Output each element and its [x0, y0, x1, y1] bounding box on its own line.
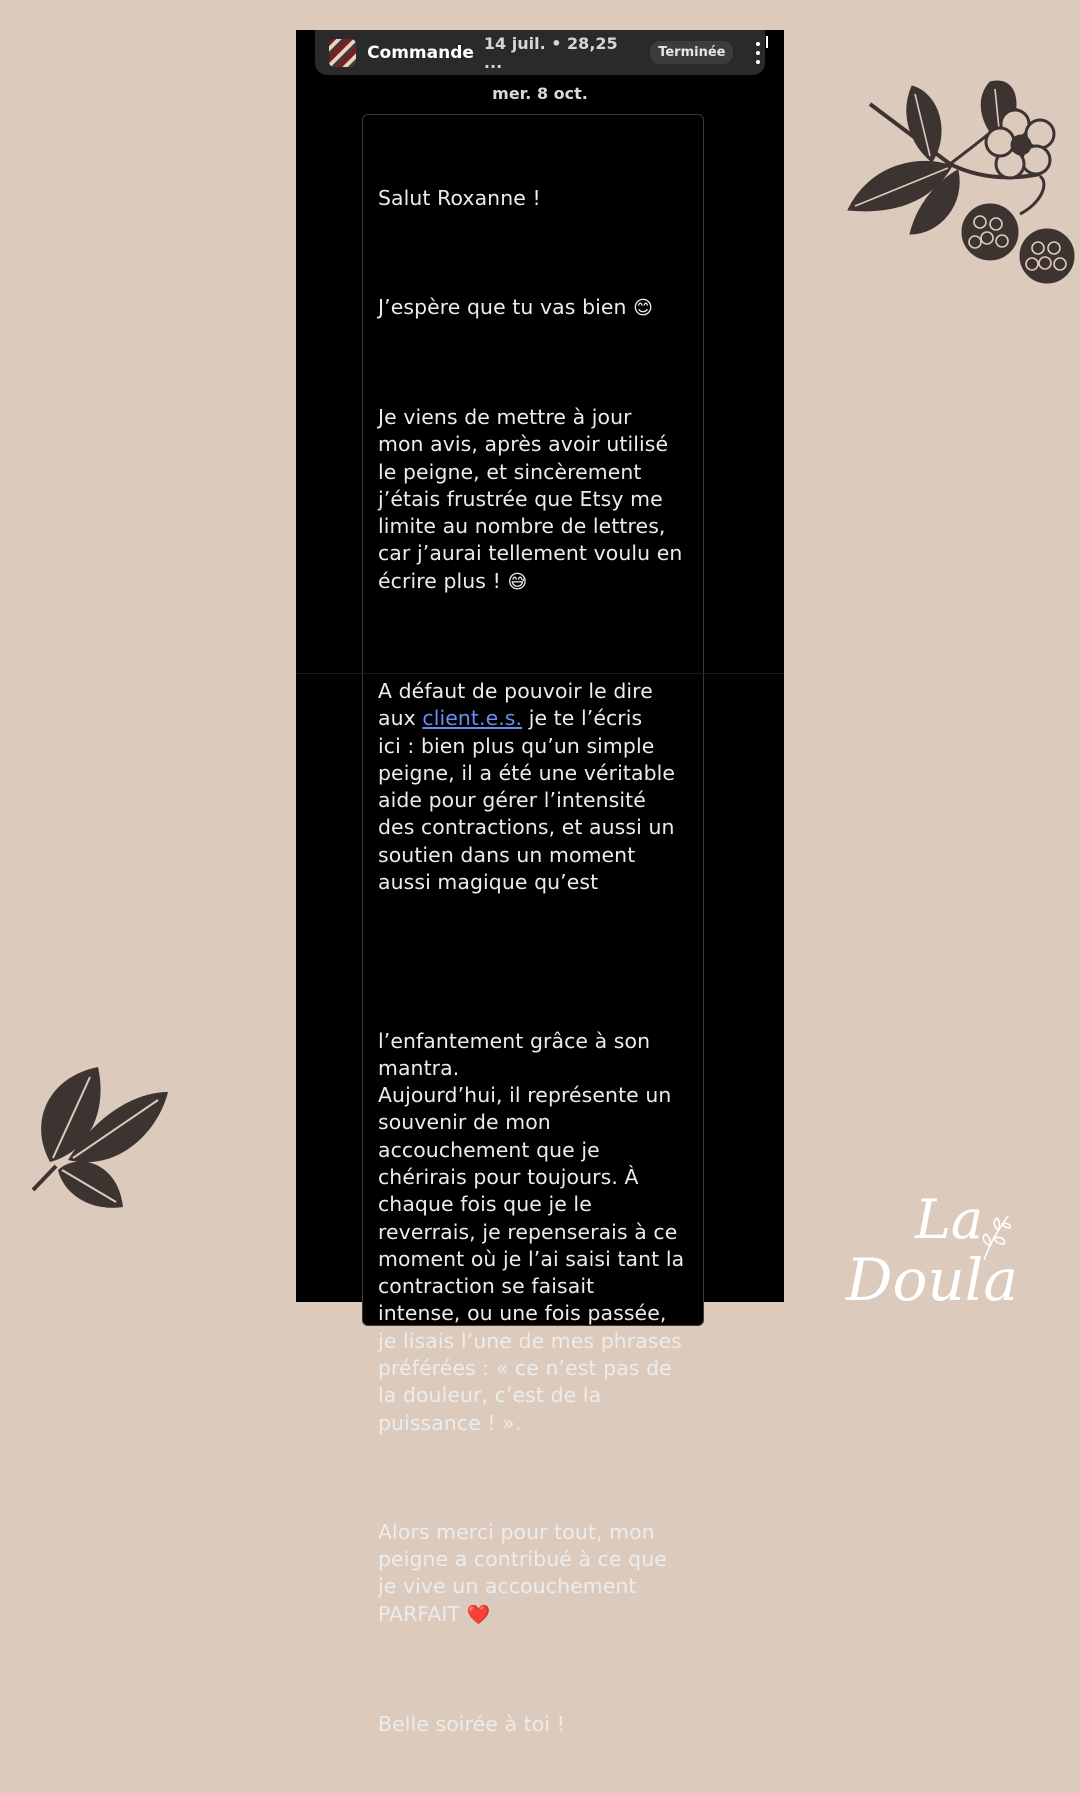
message-paragraph-3: A défaut de pouvoir le dire aux client.e.s. je te l’écris ici : bien plus qu’un simple peigne, il a été une véritable aide pour gérer l’intensité des contractions, et aussi un soutien dans un moment aussi magique qu’est	[378, 678, 676, 895]
message-greeting: Salut Roxanne !	[378, 185, 541, 210]
order-thumbnail-icon	[329, 39, 356, 67]
screenshot-frame	[296, 30, 784, 1736]
order-header[interactable]	[315, 30, 765, 75]
leaf-icon	[28, 1062, 173, 1212]
scrollbar[interactable]	[766, 36, 768, 48]
message-closing: Belle soirée à toi !	[378, 1711, 565, 1736]
raspberry-branch-icon	[840, 64, 1080, 294]
red-heart-emoji-icon: ❤️	[466, 1603, 491, 1626]
screenshot-seam	[296, 673, 784, 674]
sweat-smile-emoji-icon: 😅	[507, 570, 528, 593]
logo-line-2: Doula	[846, 1246, 1018, 1314]
message-paragraph-1: J’espère que tu vas bien 😊	[378, 294, 654, 319]
message-paragraph-2: Je viens de mettre à jour mon avis, après avoir utilisé le peigne, et sincèrement j’étais frustrée que Etsy me limite au nombre de lettres, car j’aurai tellement voulu en écrire plus ! 😅	[378, 404, 683, 593]
status-badge: Terminée	[650, 41, 733, 64]
order-meta: 14 juil. • 28,25 ...	[483, 33, 618, 72]
message-paragraph-5: Alors merci pour tout, mon peigne a contribué à ce que je vive un accouchement PARFAIT ❤️	[378, 1519, 667, 1626]
message-date: mer. 8 oct.	[492, 84, 588, 103]
order-title: Commande	[367, 42, 474, 63]
clients-link[interactable]: client.e.s.	[422, 706, 523, 731]
message-paragraph-4: l’enfantement grâce à son mantra. Aujourd’hui, il représente un souvenir de mon accouchement que je chérirais pour toujours. À chaque fois que je le reverrais, je repenserais à ce moment où je l’ai saisi tant la contraction se faisait intense, ou une fois passée, je lisais l’une de mes phrases préférées : « ce n’est pas de la douleur, c’est de la puissance ! ».	[378, 1028, 685, 1435]
more-options-icon[interactable]	[751, 42, 765, 64]
smile-emoji-icon: 😊	[633, 296, 654, 319]
message-text	[378, 130, 694, 1793]
brand-logo	[840, 1188, 1040, 1328]
logo-line-1: La	[915, 1188, 984, 1251]
